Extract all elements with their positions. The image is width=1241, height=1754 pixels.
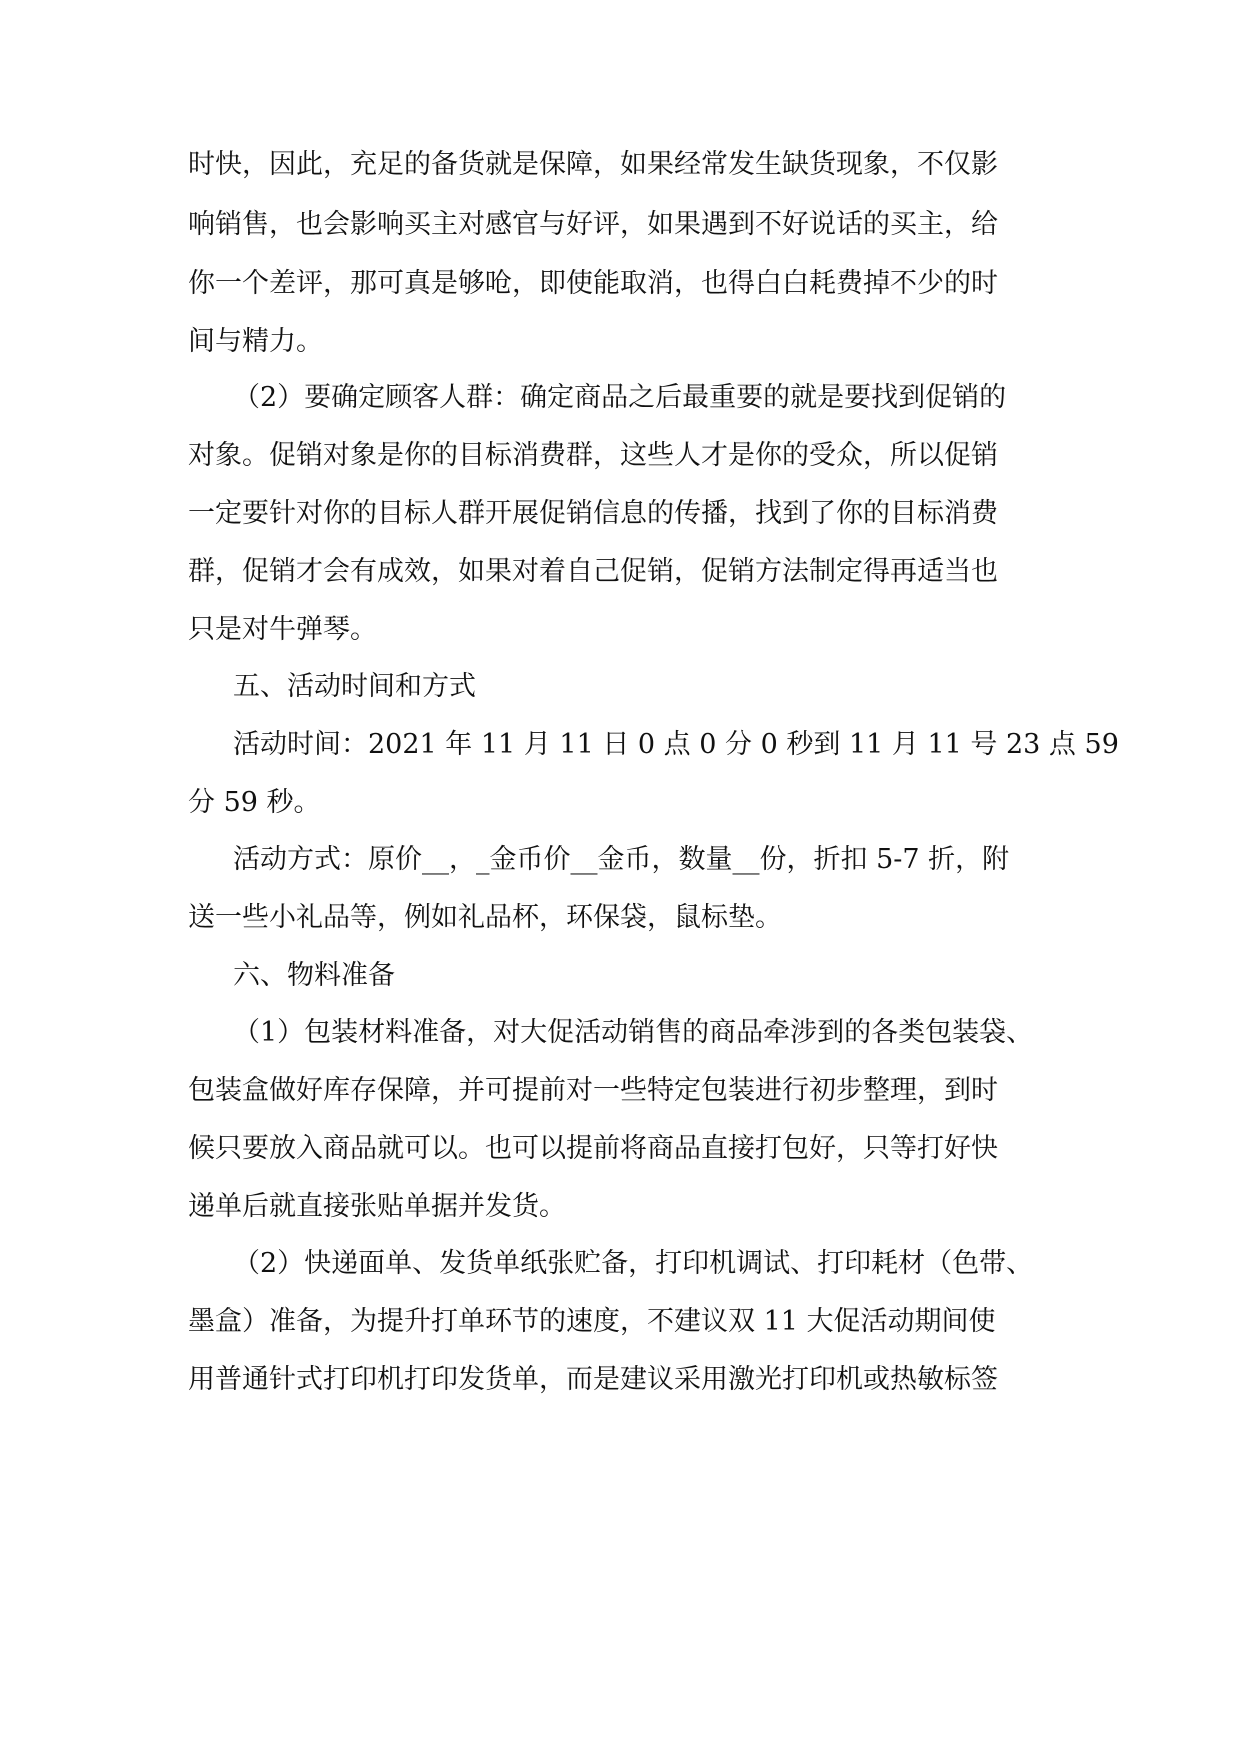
text-line: 时快，因此，充足的备货就是保障，如果经常发生缺货现象，不仅影: [188, 149, 998, 180]
text-line: 群，促销才会有成效，如果对着自己促销，促销方法制定得再适当也: [188, 556, 998, 587]
text-line: 递单后就直接张贴单据并发货。: [188, 1191, 566, 1222]
text-line: 包装盒做好库存保障，并可提前对一些特定包装进行初步整理，到时: [188, 1075, 998, 1106]
text-line: 对象。促销对象是你的目标消费群，这些人才是你的受众，所以促销: [188, 440, 998, 471]
text-line: 响销售，也会影响买主对感官与好评，如果遇到不好说话的买主，给: [188, 209, 998, 240]
text-line: 只是对牛弹琴。: [188, 614, 377, 645]
text-line: 候只要放入商品就可以。也可以提前将商品直接打包好，只等打好快: [188, 1133, 998, 1164]
section-heading: 六、物料准备: [233, 960, 395, 991]
text-line: 送一些小礼品等，例如礼品杯，环保袋，鼠标垫。: [188, 902, 782, 933]
text-line: 墨盒）准备，为提升打单环节的速度，不建议双 11 大促活动期间使: [188, 1306, 996, 1337]
text-line: （2）要确定顾客人群：确定商品之后最重要的就是要找到促销的: [233, 382, 1007, 413]
text-line: 一定要针对你的目标人群开展促销信息的传播，找到了你的目标消费: [188, 498, 998, 529]
text-line: 用普通针式打印机打印发货单，而是建议采用激光打印机或热敏标签: [188, 1364, 998, 1395]
text-line: 活动时间：2021 年 11 月 11 日 0 点 0 分 0 秒到 11 月 11 号 23 点 59: [233, 729, 1119, 760]
text-line: （2）快递面单、发货单纸张贮备，打印机调试、打印耗材（色带、: [233, 1248, 1034, 1279]
text-line: 分 59 秒。: [188, 787, 321, 818]
text-line: （1）包装材料准备，对大促活动销售的商品牵涉到的各类包装袋、: [233, 1017, 1034, 1048]
section-heading: 五、活动时间和方式: [233, 671, 476, 702]
text-line: 活动方式：原价__，_金币价__金币，数量__份，折扣 5-7 折，附: [233, 844, 1010, 875]
text-line: 间与精力。: [188, 326, 323, 357]
text-line: 你一个差评，那可真是够呛，即使能取消，也得白白耗费掉不少的时: [188, 268, 998, 299]
